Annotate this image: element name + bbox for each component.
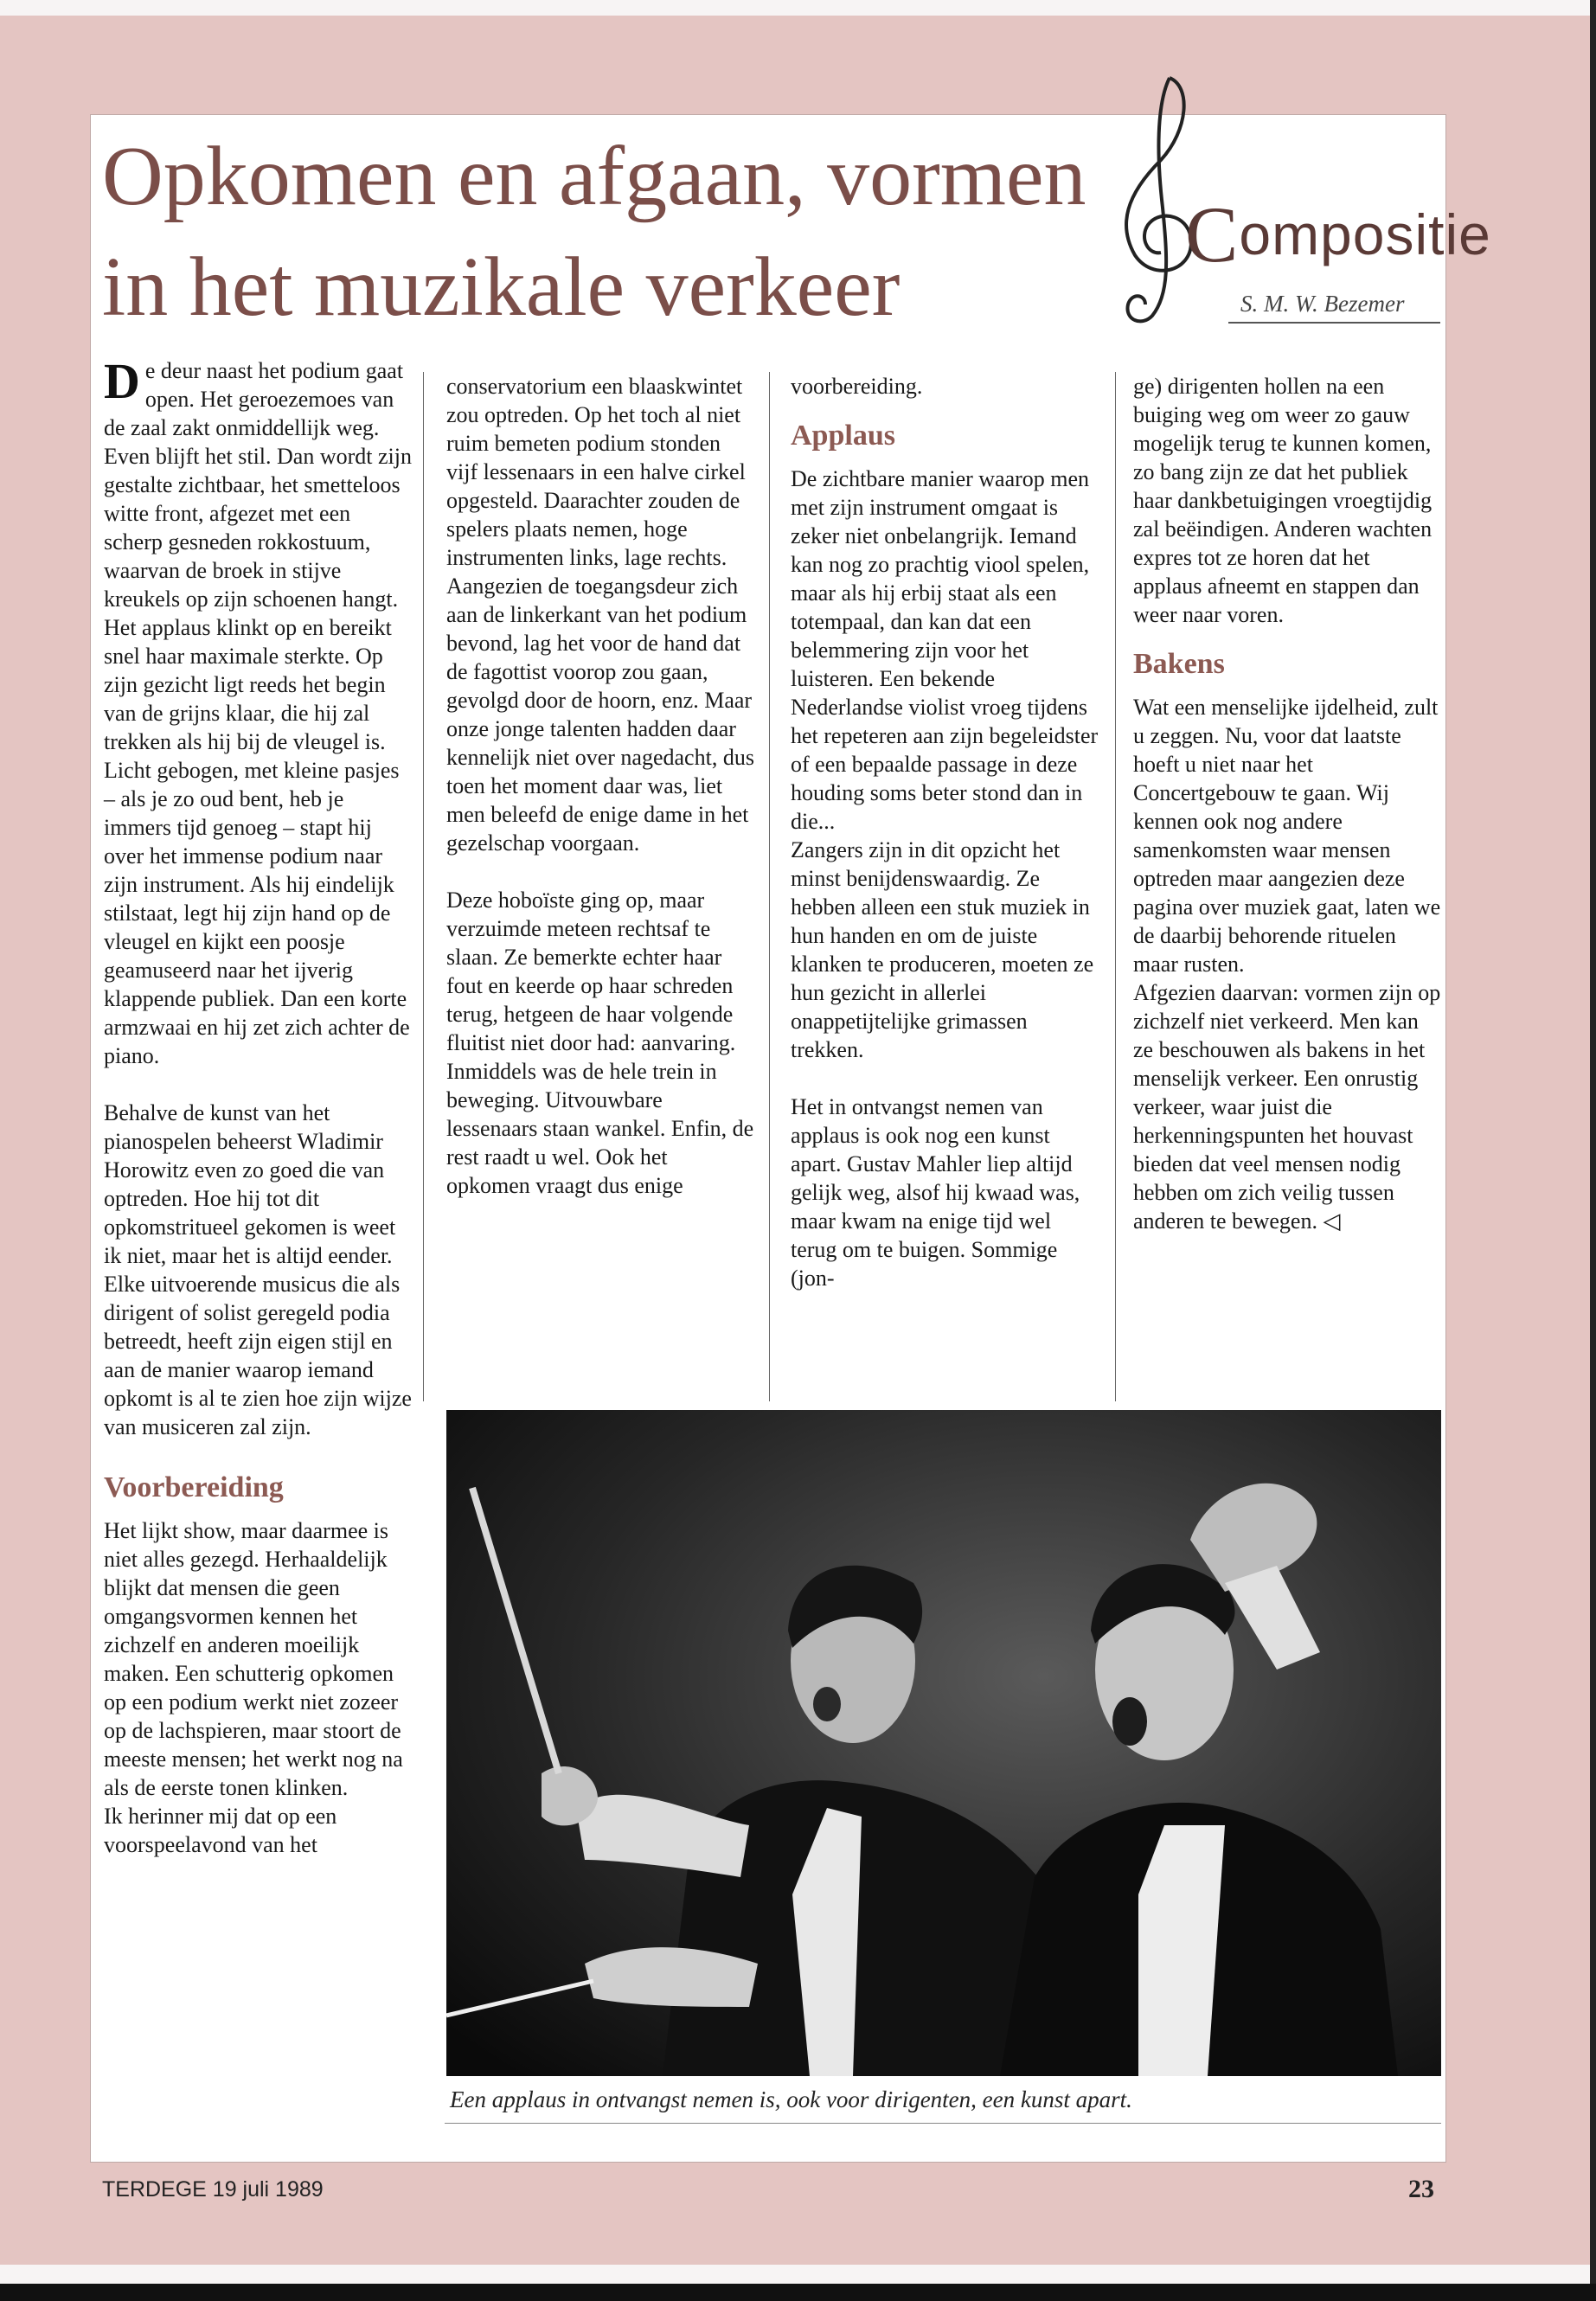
footer-publication: TERDEGE 19 juli 1989 bbox=[102, 2177, 324, 2202]
col2-paragraph-1: conservatorium een blaaskwintet zou optreden. Op het toch al niet ruim bemeten podium stonden vijf lessenaars in een halve cirkel opgesteld. Daarachter zouden de spelers plaats nemen, hoge instrumenten links, lage rechts. Aangezien de toegangsdeur zich aan de linkerkant van het podium bevond, lag het voor de hand dat de fagottist voorop zou gaan, gevolgd door de hoorn, enz. Maar onze jonge talenten hadden daar kennelijk niet over nagedacht, dus toen het moment daar was, liet men beleefd de enige dame in het gezelschap voorgaan. bbox=[446, 374, 754, 856]
dropcap: D bbox=[104, 353, 140, 409]
col1-p1-text: e deur naast het podium gaat open. Het geroezemoes van de zaal zakt onmiddellijk weg. Even blijft het stil. Dan wordt zijn gestalte zichtbaar, het smetteloos witte front, afgezet met een scherp gesneden rokkostuum, waarvan de broek in stijve kreukels op zijn schoenen hangt. Het applaus klinkt op en bereikt snel haar maximale sterkte. Op zijn gezicht ligt reeds het begin van de grijns klaar, die hij zal trekken als hij bij de vleugel is. Licht gebogen, met kleine pasjes – als je zo oud bent, heb je immers tijd genoeg – stapt hij over het immense podium naar zijn instrument. Als hij eindelijk stilstaat, legt hij zijn hand op de vleugel en kijkt een poosje geamuseerd naar het ijverig klappende publiek. Dan een korte armzwaai en hij zet zich achter de piano. bbox=[104, 358, 412, 1068]
scan-edge-right bbox=[1590, 0, 1596, 2301]
article-title: Opkomen en afgaan, vormen in het muzikale verkeer bbox=[102, 130, 1086, 334]
column-3 bbox=[791, 372, 1100, 1292]
author-byline: S. M. W. Bezemer bbox=[1240, 291, 1405, 317]
col2-paragraph-2: Deze hoboïste ging op, maar verzuimde meteen rechtsaf te slaan. Ze bemerkte echter haar fout en keerde op haar schreden terug, hetgeen de haar volgende fluitist niet door had: aanvaring. Inmiddels was de hele trein in beweging. Uitvouwbare lessenaars staan wankel. Enfin, de rest raadt u wel. Ook het opkomen vraagt dus enige bbox=[446, 888, 754, 1198]
heading-voorbereiding: Voorbereiding bbox=[104, 1471, 284, 1503]
col3-paragraph-1: voorbereiding. bbox=[791, 374, 923, 399]
section-label: Compositie bbox=[1185, 190, 1491, 279]
conductors-photo bbox=[446, 1410, 1441, 2076]
column-rule-2 bbox=[769, 372, 770, 1401]
column-2 bbox=[446, 372, 756, 1200]
col3-paragraph-4: Het in ontvangst nemen van applaus is ook nog een kunst apart. Gustav Mahler liep altijd gelijk weg, alsof hij kwaad was, maar kwam na enige tijd wel terug om te buigen. Sommige (jon- bbox=[791, 1094, 1080, 1291]
col1-paragraph-2: Behalve de kunst van het pianospelen beheerst Wladimir Horowitz even zo goed die van optreden. Hoe hij tot dit opkomstritueel gekomen is weet ik niet, maar het is altijd eender. Elke uitvoerende musicus die als dirigent of solist geregeld podia betreedt, heeft zijn eigen stijl en aan de manier waarop iemand opkomt is al te zien hoe zijn wijze van musiceren zal zijn. bbox=[104, 1100, 412, 1439]
col3-paragraph-2: De zichtbare manier waarop men met zijn instrument omgaat is zeker niet onbelangrijk. Iemand kan nog zo prachtig viool spelen, maar als hij erbij staat als een totempaal, dan kan dat een belemmering zijn voor het luisteren. Een bekende Nederlandse violist vroeg tijdens het repeteren aan zijn begeleidster of een bepaalde passage in deze houding soms beter stond dan in die... bbox=[791, 466, 1099, 834]
column-1 bbox=[104, 353, 413, 1859]
col3-paragraph-3: Zangers zijn in dit opzicht het minst benijdenswaardig. Ze hebben alleen een stuk muziek in hun handen en om de juiste klanken te produceren, moeten ze hun gezicht in allerlei onappetijtelijke grimassen trekken. bbox=[791, 837, 1094, 1062]
column-4 bbox=[1133, 372, 1443, 1235]
column-rule-3 bbox=[1115, 372, 1116, 1401]
column-rule-1 bbox=[423, 372, 424, 1401]
caption-rule bbox=[445, 2123, 1441, 2124]
col1-paragraph-1 bbox=[104, 353, 413, 1070]
scan-edge-bottom bbox=[0, 2284, 1596, 2301]
col4-paragraph-1: ge) dirigenten hollen na een buiging weg om weer zo gauw mogelijk terug te kunnen komen, zo bang zijn ze dat het publiek haar dankbetuigingen vroegtijdig zal beëindigen. Anderen wachten expres tot ze horen dat het applaus afneemt en stappen dan weer naar voren. bbox=[1133, 374, 1433, 627]
heading-bakens: Bakens bbox=[1133, 648, 1225, 680]
col4-paragraph-3: Afgezien daarvan: vormen zijn op zichzelf niet verkeerd. Men kan ze beschouwen als bakens in het menselijk verkeer. Een onrustig verkeer, waar juist die herkenningspunten het houvast bieden dat veel mensen nodig hebben om zich veilig tussen anderen te bewegen. ◁ bbox=[1133, 980, 1441, 1234]
heading-applaus: Applaus bbox=[791, 420, 895, 452]
page-number: 23 bbox=[1408, 2175, 1434, 2203]
author-rule bbox=[1228, 322, 1440, 324]
col1-paragraph-4: Ik herinner mij dat op een voorspeelavond van het bbox=[104, 1804, 337, 1857]
photo-caption: Een applaus in ontvangst nemen is, ook voor dirigenten, een kunst apart. bbox=[450, 2086, 1132, 2112]
col4-paragraph-2: Wat een menselijke ijdelheid, zult u zeggen. Nu, voor dat laatste hoeft u niet naar het Concertgebouw te gaan. Wij kennen ook nog andere samenkomsten waar mensen optreden maar aangezien deze pagina over muziek gaat, laten we de daarbij behorende rituelen maar rusten. bbox=[1133, 695, 1441, 977]
col1-paragraph-3: Het lijkt show, maar daarmee is niet alles gezegd. Herhaaldelijk blijkt dat mensen die geen omgangsvormen kennen het zichzelf en anderen moeilijk maken. Een schutterig opkomen op een podium werkt niet zozeer op de lachspieren, maar stoort de meeste mensen; het werkt nog na als de eerste tonen klinken. bbox=[104, 1518, 403, 1800]
